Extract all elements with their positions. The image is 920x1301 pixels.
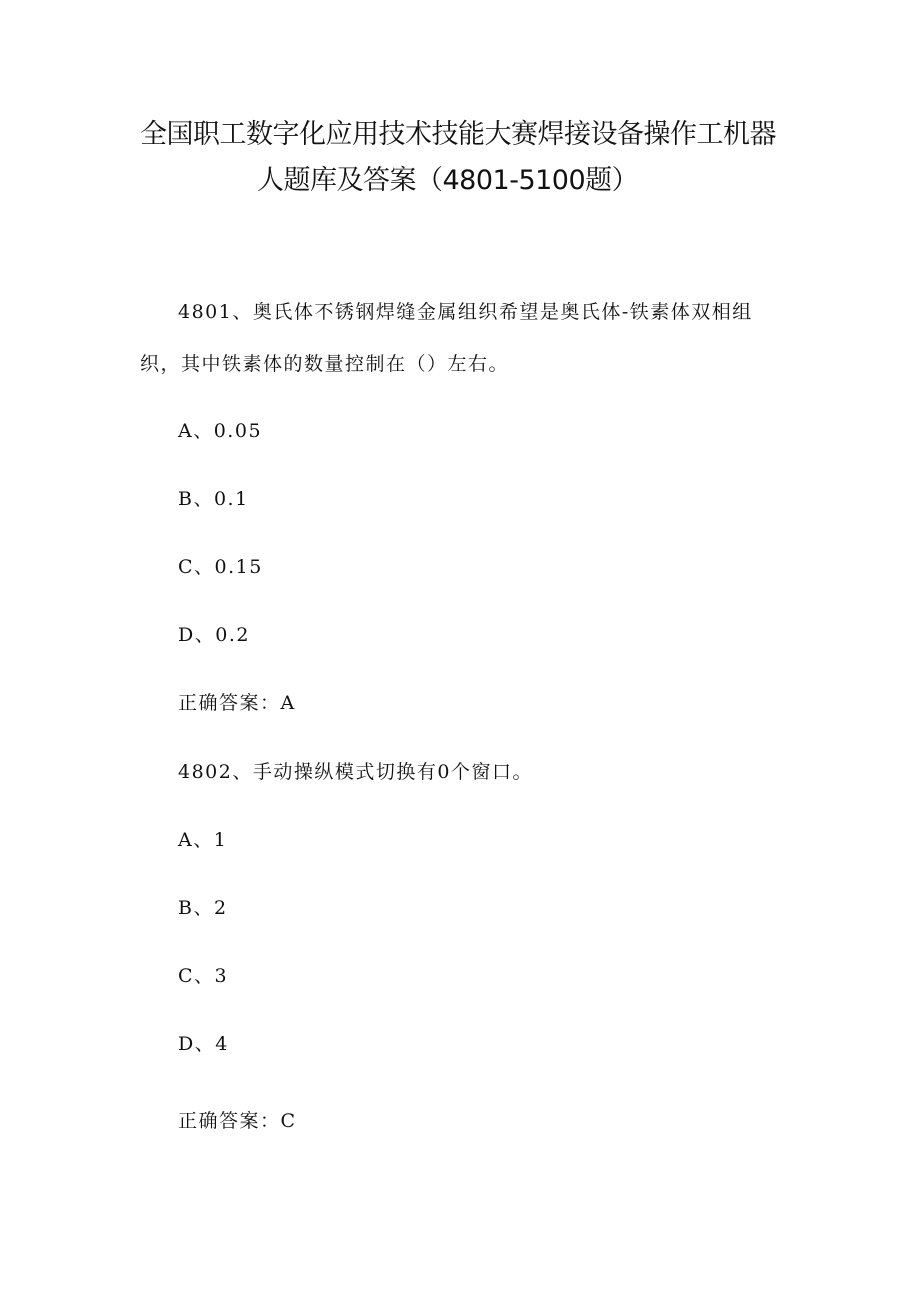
question-stem: 4802、手动操纵模式切换有0个窗口。 [178,761,533,783]
correct-answer: 正确答案：A [178,692,296,714]
option-d: D、4 [178,1033,229,1055]
option-a: A、1 [178,829,228,851]
correct-answer: 正确答案：C [178,1110,297,1132]
document-title [0,112,920,204]
option-c: C、3 [178,965,229,987]
title-line-1: 全国职工数字化应用技术技能大赛焊接设备操作工机器 [140,119,776,150]
title-line-2: 人题库及答案（4801-5100题） [257,165,639,196]
option-b: B、0.1 [178,488,249,510]
option-a: A、0.05 [178,420,263,442]
option-d: D、0.2 [178,624,250,646]
option-c: C、0.15 [178,556,263,578]
option-b: B、2 [178,897,228,919]
question-stem: 4801、奥氏体不锈钢焊缝金属组织希望是奥氏体-铁素体双相组织，其中铁素体的数量控制在（）左右。 [140,301,753,375]
